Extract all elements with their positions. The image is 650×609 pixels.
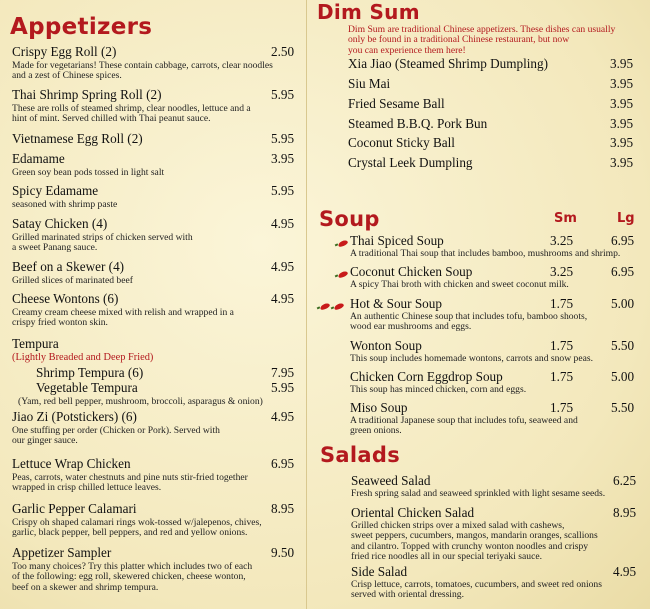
item-name: Garlic Pepper Calamari	[12, 501, 137, 516]
item-price: 6.95	[271, 456, 295, 471]
item-price-large: 5.00	[611, 369, 635, 384]
item-desc: Made for vegetarians! These contain cabbage, carrots, clear noodles and a zest of Chinese spices.	[12, 60, 273, 82]
item-price: 5.95	[271, 380, 295, 395]
spicy-pepper-icon	[337, 239, 348, 248]
item-name: Hot & Sour Soup	[350, 296, 442, 311]
item-price: 3.95	[610, 116, 634, 131]
spicy-pepper-icon	[333, 302, 344, 311]
item-name: Appetizer Sampler	[12, 545, 112, 560]
tempura-note: (Lightly Breaded and Deep Fried)	[12, 352, 154, 363]
item-desc: Grilled slices of marinated beef	[12, 275, 133, 286]
item-desc: An authentic Chinese soup that includes tofu, bamboo shoots, wood ear mushrooms and eggs.	[350, 311, 588, 333]
item-price: 7.95	[271, 365, 295, 380]
item-price-large: 6.95	[611, 264, 635, 279]
item-name: Xia Jiao (Steamed Shrimp Dumpling)	[348, 56, 548, 71]
spicy-pepper-icon	[319, 302, 330, 311]
item-name: Oriental Chicken Salad	[351, 505, 475, 520]
item-price: 8.95	[271, 501, 295, 516]
item-name: Thai Spiced Soup	[350, 233, 444, 248]
item-desc: Grilled chicken strips over a mixed salad with cashews, sweet peppers, cucumbers, mangos, mandarin oranges, scallions and cilantro. Topped with crunchy wonton noodles and crispy fried rice noodles all in our special teriyaki sauce.	[351, 520, 598, 563]
appetizers-column	[6, 6, 304, 609]
item-price: 3.95	[610, 155, 634, 170]
spicy-pepper-icon	[337, 270, 348, 279]
item-name: Crispy Egg Roll (2)	[12, 44, 117, 59]
item-name: Satay Chicken (4)	[12, 216, 108, 231]
item-name: Chicken Corn Eggdrop Soup	[350, 369, 503, 384]
dimsum-note: Dim Sum are traditional Chinese appetizers. These dishes can usually only be found in a traditional Chinese restaurant, but now you can experience them here!	[348, 24, 616, 56]
item-name: Steamed B.B.Q. Pork Bun	[348, 116, 488, 131]
item-price-small: 1.75	[550, 400, 574, 415]
item-name: Lettuce Wrap Chicken	[12, 456, 131, 471]
item-desc: This soup includes homemade wontons, carrots and snow peas.	[350, 353, 593, 364]
item-price: 3.95	[271, 151, 295, 166]
item-price: 4.95	[271, 409, 295, 424]
column-divider	[306, 0, 307, 609]
item-name: Spicy Edamame	[12, 183, 99, 198]
item-desc: Green soy bean pods tossed in light salt	[12, 167, 165, 178]
item-price: 4.95	[271, 291, 295, 306]
item-name: Vegetable Tempura	[36, 380, 138, 395]
item-price-small: 1.75	[550, 369, 574, 384]
item-name: Cheese Wontons (6)	[12, 291, 119, 306]
soup-large-header: Lg	[617, 211, 635, 226]
item-desc: This soup has minced chicken, corn and eggs.	[350, 384, 527, 395]
item-name: Fried Sesame Ball	[348, 96, 445, 111]
item-name: Tempura	[12, 336, 59, 351]
item-desc: Grilled marinated strips of chicken served with a sweet Panang sauce.	[12, 232, 193, 254]
item-name: Edamame	[12, 151, 65, 166]
item-desc: Fresh spring salad and seaweed sprinkled with light sesame seeds.	[351, 488, 606, 499]
item-price-large: 5.50	[611, 400, 635, 415]
item-price: 4.95	[271, 259, 295, 274]
item-desc: Crispy oh shaped calamari rings wok-tossed w/jalepenos, chives, garlic, black pepper, bell peppers, and red and yellow onions.	[12, 517, 262, 539]
item-name: Shrimp Tempura (6)	[36, 365, 144, 380]
item-price-small: 1.75	[550, 296, 574, 311]
dimsum-heading: Dim Sum	[317, 0, 420, 24]
item-price: 3.95	[610, 135, 634, 150]
item-price: 8.95	[613, 505, 637, 520]
item-price-large: 5.00	[611, 296, 635, 311]
item-price-large: 5.50	[611, 338, 635, 353]
item-name: Beef on a Skewer (4)	[12, 259, 125, 274]
tempura-veg-note: (Yam, red bell pepper, mushroom, broccoli, asparagus & onion)	[18, 396, 263, 407]
item-price: 5.95	[271, 87, 295, 102]
appetizers-heading: Appetizers	[10, 14, 153, 40]
item-desc: A traditional Thai soup that includes bamboo, mushrooms and shrimp.	[350, 248, 621, 259]
item-price-small: 3.25	[550, 233, 574, 248]
item-desc: Peas, carrots, water chestnuts and pine nuts stir-fried together wrapped in crisp chilled lettuce leaves.	[12, 472, 248, 494]
item-price: 3.95	[610, 76, 634, 91]
item-name: Vietnamese Egg Roll (2)	[12, 131, 143, 146]
soup-small-header: Sm	[554, 211, 577, 226]
item-desc: Crisp lettuce, carrots, tomatoes, cucumbers, and sweet red onions served with oriental dressing.	[351, 579, 602, 601]
item-name: Seaweed Salad	[351, 473, 431, 488]
item-price: 4.95	[613, 564, 637, 579]
item-desc: Creamy cream cheese mixed with relish and wrapped in a crispy fried wonton skin.	[12, 307, 234, 329]
item-name: Jiao Zi (Potstickers) (6)	[12, 409, 137, 424]
item-price: 9.50	[271, 545, 295, 560]
item-desc: A spicy Thai broth with chicken and sweet coconut milk.	[350, 279, 569, 290]
soup-heading: Soup	[319, 207, 380, 231]
item-price-large: 6.95	[611, 233, 635, 248]
item-desc: seasoned with shrimp paste	[12, 199, 118, 210]
salads-heading: Salads	[320, 443, 400, 467]
item-desc: Too many choices? Try this platter which includes two of each of the following: egg roll, skewered chicken, cheese wonton, beef on a skewer and shrimp tempura.	[12, 561, 253, 593]
item-price: 5.95	[271, 183, 295, 198]
item-price-small: 3.25	[550, 264, 574, 279]
item-name: Siu Mai	[348, 76, 391, 91]
item-price: 4.95	[271, 216, 295, 231]
item-desc: One stuffing per order (Chicken or Pork). Served with our ginger sauce.	[12, 425, 220, 447]
item-price: 5.95	[271, 131, 295, 146]
item-price-small: 1.75	[550, 338, 574, 353]
item-name: Miso Soup	[350, 400, 408, 415]
right-column	[310, 0, 646, 609]
item-name: Coconut Sticky Ball	[348, 135, 455, 150]
item-price: 6.25	[613, 473, 637, 488]
item-name: Thai Shrimp Spring Roll (2)	[12, 87, 162, 102]
item-name: Crystal Leek Dumpling	[348, 155, 473, 170]
item-name: Coconut Chicken Soup	[350, 264, 473, 279]
item-name: Side Salad	[351, 564, 408, 579]
item-desc: These are rolls of steamed shrimp, clear noodles, lettuce and a hint of mint. Served chilled with Thai peanut sauce.	[12, 103, 251, 125]
item-price: 3.95	[610, 56, 634, 71]
item-price: 2.50	[271, 44, 295, 59]
item-desc: A traditional Japanese soup that includes tofu, seaweed and green onions.	[350, 415, 578, 437]
item-price: 3.95	[610, 96, 634, 111]
item-name: Wonton Soup	[350, 338, 422, 353]
